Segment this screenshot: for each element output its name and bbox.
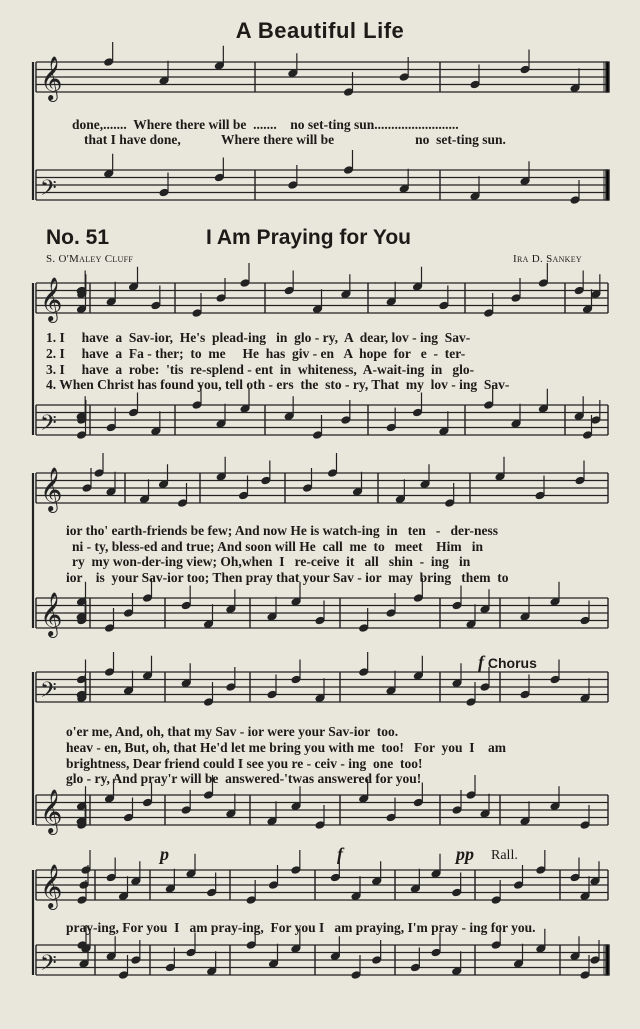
final-bar [606, 170, 609, 200]
verse2-line-c: heav - en, But, oh, that He'd let me bring you with me too! For you I am [66, 740, 506, 755]
bass-clef-icon: 𝄢 [40, 411, 57, 441]
verse1-line-c: o'er me, And, oh, that my Sav - ior were your Sav-ior too. [66, 724, 399, 739]
composer-credit: Ira D. Sankey [513, 253, 582, 265]
hymn-number: No. 51 [46, 226, 110, 249]
verse4-line-c: glo - ry, And pray'r will be answered-'twas answered for you! [66, 771, 422, 786]
verse3-line-c: brightness, Dear friend could I see you re - ceiv - ing one too! [66, 756, 423, 771]
treble-clef-icon: 𝄞 [40, 277, 63, 321]
lyricist-credit: S. O'Maley Cluff [46, 253, 134, 265]
dynamic-pianissimo: pp [456, 844, 474, 864]
rall-marking: Rall. [491, 848, 518, 863]
previous-hymn-title: A Beautiful Life [235, 18, 405, 43]
treble-clef-icon: 𝄞 [40, 467, 63, 511]
final-bar [606, 945, 609, 975]
hymn-title: I Am Praying for You [206, 226, 411, 249]
bass-clef-icon: 𝄢 [40, 678, 57, 708]
treble-clef-icon: 𝄞 [40, 592, 63, 636]
previous-hymn-lyric-line-1: done,....... Where there will be ....... no set-ting sun......................... [72, 117, 459, 132]
dynamic-forte: f [337, 844, 343, 864]
previous-hymn-lyric-line-2: that I have done, Where there will be no set-ting sun. [84, 132, 506, 147]
treble-clef-icon: 𝄞 [40, 789, 63, 833]
bass-clef-icon: 𝄢 [40, 951, 57, 981]
treble-clef-icon: 𝄞 [40, 864, 63, 908]
final-bar [606, 62, 609, 92]
verse3-line-b: ry my won-der-ing view; Oh,when I re-ceive it all shin - ing in [72, 554, 471, 569]
verse3-line-a: 3. I have a robe: 'tis re-splend - ent in whiteness, A-wait-ing in glo- [46, 362, 475, 377]
dynamic-piano: p [160, 844, 169, 864]
treble-clef-icon: 𝄞 [40, 56, 63, 100]
verse2-line-a: 2. I have a Fa - ther; to me He has giv - en A hope for e - ter- [46, 346, 466, 361]
verse1-line-b: ior tho' earth-friends be few; And now He is watch-ing in ten - der-ness [66, 523, 498, 538]
verse2-line-b: ni - ty, bless-ed and true; And soon will He call me to meet Him in [72, 539, 483, 554]
refrain-lyric-line: pray-ing, For you I am pray-ing, For you I am praying, I'm pray - ing for you. [66, 920, 536, 935]
verse1-line-a: 1. I have a Sav-ior, He's plead-ing in glo - ry, A dear, lov - ing Sav- [46, 330, 471, 345]
verse4-line-a: 4. When Christ has found you, tell oth - ers the sto - ry, That my lov - ing Sav- [46, 377, 510, 392]
bass-clef-icon: 𝄢 [40, 176, 57, 206]
verse4-line-b: ior is your Sav-ior too; Then pray that your Sav - ior may bring them to [66, 570, 509, 585]
chorus-label-wrap: f Chorus [478, 652, 537, 672]
